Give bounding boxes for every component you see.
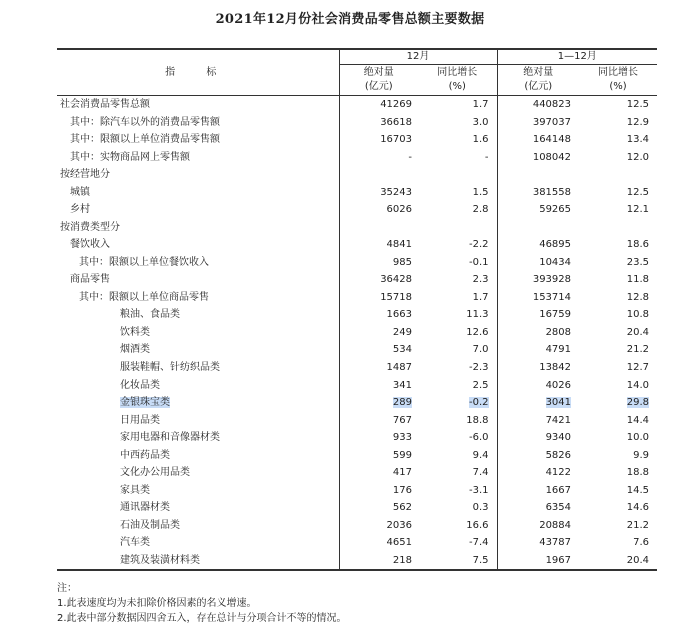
- retail-sales-table: [57, 48, 657, 571]
- indicator-header: 指 标: [57, 49, 339, 96]
- dec-absolute-header: 绝对量 (亿元): [339, 65, 418, 96]
- cell-dec-absolute: 41269: [339, 96, 418, 114]
- cell-dec-absolute: 2036: [339, 516, 418, 534]
- table-row: [57, 534, 657, 552]
- row-label: 饮料类: [120, 326, 150, 338]
- cell-dec-growth: 3.0: [472, 116, 489, 128]
- row-label: 其中：实物商品网上零售额: [70, 151, 190, 163]
- cell-ytd-growth: 14.6: [626, 502, 650, 514]
- cell-dec-growth: 2.8: [472, 204, 489, 216]
- cell-dec-absolute: 767: [339, 411, 418, 429]
- cell-ytd-growth: [579, 166, 657, 184]
- cell-ytd-absolute: 16759: [497, 306, 579, 324]
- december-group-header: 12月: [339, 49, 497, 65]
- row-label: 按消费类型分: [60, 221, 120, 233]
- row-label: 其中：限额以上单位商品零售: [79, 291, 209, 303]
- cell-ytd-growth: 12.8: [626, 291, 650, 303]
- cell-dec-absolute: 985: [339, 254, 418, 272]
- table-row: [57, 481, 657, 499]
- cell-dec-growth: -3.1: [469, 484, 489, 496]
- cell-dec-absolute: 218: [339, 551, 418, 570]
- cell-ytd-growth: 9.9: [633, 449, 650, 461]
- cell-dec-absolute: 341: [339, 376, 418, 394]
- table-row: [57, 359, 657, 377]
- cell-dec-growth: -0.1: [469, 256, 489, 268]
- cell-ytd-growth: 12.1: [626, 204, 650, 216]
- dec-growth-header: 同比增长 (%): [418, 65, 497, 96]
- cell-dec-growth: 7.5: [418, 551, 497, 570]
- row-label: 通讯器材类: [120, 502, 170, 514]
- cell-dec-absolute: 4651: [339, 534, 418, 552]
- table-row: [57, 271, 657, 289]
- cell-ytd-absolute: 108042: [497, 149, 579, 167]
- row-label: 汽车类: [120, 537, 150, 549]
- cell-ytd-growth: 12.5: [626, 99, 650, 111]
- cell-ytd-absolute: 4122: [497, 464, 579, 482]
- ytd-absolute-header: 绝对量 (亿元): [497, 65, 579, 96]
- year-group-header: 1—12月: [497, 49, 657, 65]
- cell-dec-absolute: 1663: [339, 306, 418, 324]
- cell-ytd-growth: 20.4: [579, 551, 657, 570]
- cell-ytd-absolute: 4791: [497, 341, 579, 359]
- cell-ytd-absolute: 4026: [497, 376, 579, 394]
- table-row: [57, 131, 657, 149]
- row-label: 家用电器和音像器材类: [120, 432, 220, 444]
- cell-dec-growth: [418, 166, 497, 184]
- cell-dec-growth: 2.3: [472, 274, 489, 286]
- table-row: [57, 289, 657, 307]
- cell-dec-absolute: [339, 166, 418, 184]
- row-label: 乡村: [70, 204, 90, 216]
- row-label: 烟酒类: [120, 344, 150, 356]
- cell-ytd-growth: 18.8: [626, 467, 650, 479]
- cell-ytd-absolute: 6354: [497, 499, 579, 517]
- cell-dec-growth: 1.6: [472, 134, 489, 146]
- cell-dec-growth: -6.0: [469, 432, 489, 444]
- row-label: 其中：限额以上单位消费品零售额: [70, 134, 220, 146]
- cell-dec-growth: 18.8: [466, 414, 489, 426]
- table-row: [57, 411, 657, 429]
- row-label: 城镇: [70, 186, 90, 198]
- table-row: [57, 324, 657, 342]
- cell-dec-growth: -0.2: [469, 397, 489, 409]
- notes-heading: 注：: [57, 583, 77, 594]
- table-row: [57, 551, 657, 570]
- cell-dec-growth: [418, 219, 497, 237]
- cell-ytd-growth: 14.0: [626, 379, 650, 391]
- table-row: [57, 516, 657, 534]
- table-row: [57, 201, 657, 219]
- cell-ytd-growth: 12.9: [626, 116, 650, 128]
- table-row: [57, 376, 657, 394]
- cell-ytd-absolute: 2808: [497, 324, 579, 342]
- cell-dec-growth: 16.6: [466, 519, 489, 531]
- row-label: 餐饮收入: [70, 239, 110, 251]
- cell-ytd-absolute: 440823: [497, 96, 579, 114]
- cell-ytd-absolute: 10434: [497, 254, 579, 272]
- cell-ytd-growth: 14.4: [626, 414, 650, 426]
- cell-ytd-growth: 11.8: [626, 274, 650, 286]
- cell-ytd-growth: 13.4: [626, 134, 650, 146]
- row-label: 化妆品类: [120, 379, 160, 391]
- cell-dec-absolute: 176: [339, 481, 418, 499]
- cell-ytd-absolute: 397037: [497, 114, 579, 132]
- cell-ytd-growth: 29.8: [626, 397, 650, 409]
- row-label: 按经营地分: [60, 169, 110, 181]
- table-row: [57, 219, 657, 237]
- row-label: 建筑及装潢材料类: [57, 551, 339, 570]
- cell-dec-absolute: 417: [339, 464, 418, 482]
- table-row: [57, 394, 657, 412]
- cell-dec-growth: 11.3: [466, 309, 489, 321]
- cell-ytd-growth: 12.7: [626, 361, 650, 373]
- cell-dec-absolute: 36428: [339, 271, 418, 289]
- cell-ytd-growth: 10.8: [626, 309, 650, 321]
- row-label: 金银珠宝类: [120, 397, 170, 409]
- cell-dec-growth: 12.6: [466, 326, 489, 338]
- row-label: 社会消费品零售总额: [60, 99, 150, 111]
- row-label: 商品零售: [70, 274, 110, 286]
- table-row: [57, 149, 657, 167]
- cell-dec-absolute: 16703: [339, 131, 418, 149]
- page-title: 2021年12月份社会消费品零售总额主要数据: [215, 12, 485, 27]
- table-body: [57, 96, 657, 570]
- cell-dec-growth: 7.4: [472, 467, 489, 479]
- cell-dec-growth: -2.2: [469, 239, 489, 251]
- table-row: [57, 184, 657, 202]
- cell-dec-growth: 0.3: [472, 502, 489, 514]
- cell-ytd-growth: 18.6: [626, 239, 650, 251]
- cell-ytd-growth: [579, 219, 657, 237]
- cell-ytd-growth: 21.2: [626, 519, 650, 531]
- cell-dec-absolute: 35243: [339, 184, 418, 202]
- row-label: 中西药品类: [120, 449, 170, 461]
- cell-dec-growth: -: [484, 151, 489, 163]
- table-row: [57, 306, 657, 324]
- table-row: [57, 429, 657, 447]
- note-item: 1.此表速度均为未扣除价格因素的名义增速。: [57, 598, 257, 609]
- row-label: 其中：除汽车以外的消费品零售额: [70, 116, 220, 128]
- cell-ytd-absolute: 164148: [497, 131, 579, 149]
- cell-dec-absolute: 4841: [339, 236, 418, 254]
- table-row: [57, 236, 657, 254]
- table-row: [57, 464, 657, 482]
- cell-ytd-absolute: 1667: [497, 481, 579, 499]
- cell-ytd-growth: 12.0: [626, 151, 650, 163]
- cell-ytd-growth: 10.0: [626, 432, 650, 444]
- cell-ytd-growth: 14.5: [626, 484, 650, 496]
- notes: [57, 581, 657, 626]
- cell-ytd-absolute: 13842: [497, 359, 579, 377]
- cell-dec-absolute: 249: [339, 324, 418, 342]
- table-row: [57, 254, 657, 272]
- cell-dec-absolute: 534: [339, 341, 418, 359]
- cell-dec-absolute: 1487: [339, 359, 418, 377]
- cell-ytd-absolute: 59265: [497, 201, 579, 219]
- cell-dec-growth: 1.7: [472, 99, 489, 111]
- table-row: [57, 96, 657, 114]
- table-row: [57, 499, 657, 517]
- cell-ytd-growth: 20.4: [626, 326, 650, 338]
- row-label: 文化办公用品类: [120, 467, 190, 479]
- cell-ytd-absolute: 393928: [497, 271, 579, 289]
- cell-dec-absolute: -: [339, 149, 418, 167]
- row-label: 其中：限额以上单位餐饮收入: [79, 256, 209, 268]
- cell-ytd-absolute: 9340: [497, 429, 579, 447]
- cell-dec-absolute: 599: [339, 446, 418, 464]
- cell-dec-growth: 7.0: [472, 344, 489, 356]
- cell-dec-growth: 1.5: [472, 186, 489, 198]
- cell-ytd-growth: 7.6: [633, 537, 650, 549]
- cell-dec-absolute: 15718: [339, 289, 418, 307]
- cell-ytd-absolute: [497, 166, 579, 184]
- cell-ytd-absolute: 43787: [497, 534, 579, 552]
- table-row: [57, 446, 657, 464]
- row-label: 石油及制品类: [120, 519, 180, 531]
- table-row: [57, 114, 657, 132]
- cell-ytd-absolute: 20884: [497, 516, 579, 534]
- table-row: [57, 341, 657, 359]
- cell-ytd-absolute: 3041: [497, 394, 579, 412]
- cell-dec-absolute: 36618: [339, 114, 418, 132]
- cell-ytd-growth: 21.2: [626, 344, 650, 356]
- cell-ytd-absolute: [497, 219, 579, 237]
- cell-dec-absolute: 289: [339, 394, 418, 412]
- cell-ytd-absolute: 7421: [497, 411, 579, 429]
- row-label: 粮油、食品类: [120, 309, 180, 321]
- cell-ytd-absolute: 381558: [497, 184, 579, 202]
- cell-dec-growth: 2.5: [472, 379, 489, 391]
- cell-dec-growth: 9.4: [472, 449, 489, 461]
- cell-ytd-growth: 23.5: [626, 256, 650, 268]
- cell-dec-growth: -7.4: [469, 537, 489, 549]
- cell-ytd-growth: 12.5: [626, 186, 650, 198]
- cell-ytd-absolute: 5826: [497, 446, 579, 464]
- table-row: [57, 166, 657, 184]
- cell-dec-absolute: 562: [339, 499, 418, 517]
- cell-ytd-absolute: 1967: [497, 551, 579, 570]
- row-label: 家具类: [120, 484, 150, 496]
- cell-dec-absolute: 933: [339, 429, 418, 447]
- cell-dec-growth: -2.3: [469, 361, 489, 373]
- cell-dec-growth: 1.7: [472, 291, 489, 303]
- cell-dec-absolute: [339, 219, 418, 237]
- ytd-growth-header: 同比增长 (%): [579, 65, 657, 96]
- row-label: 服装鞋帽、针纺织品类: [120, 361, 220, 373]
- row-label: 日用品类: [120, 414, 160, 426]
- cell-ytd-absolute: 46895: [497, 236, 579, 254]
- cell-ytd-absolute: 153714: [497, 289, 579, 307]
- cell-dec-absolute: 6026: [339, 201, 418, 219]
- note-item: 2.此表中部分数据因四舍五入，存在总计与分项合计不等的情况。: [57, 613, 347, 624]
